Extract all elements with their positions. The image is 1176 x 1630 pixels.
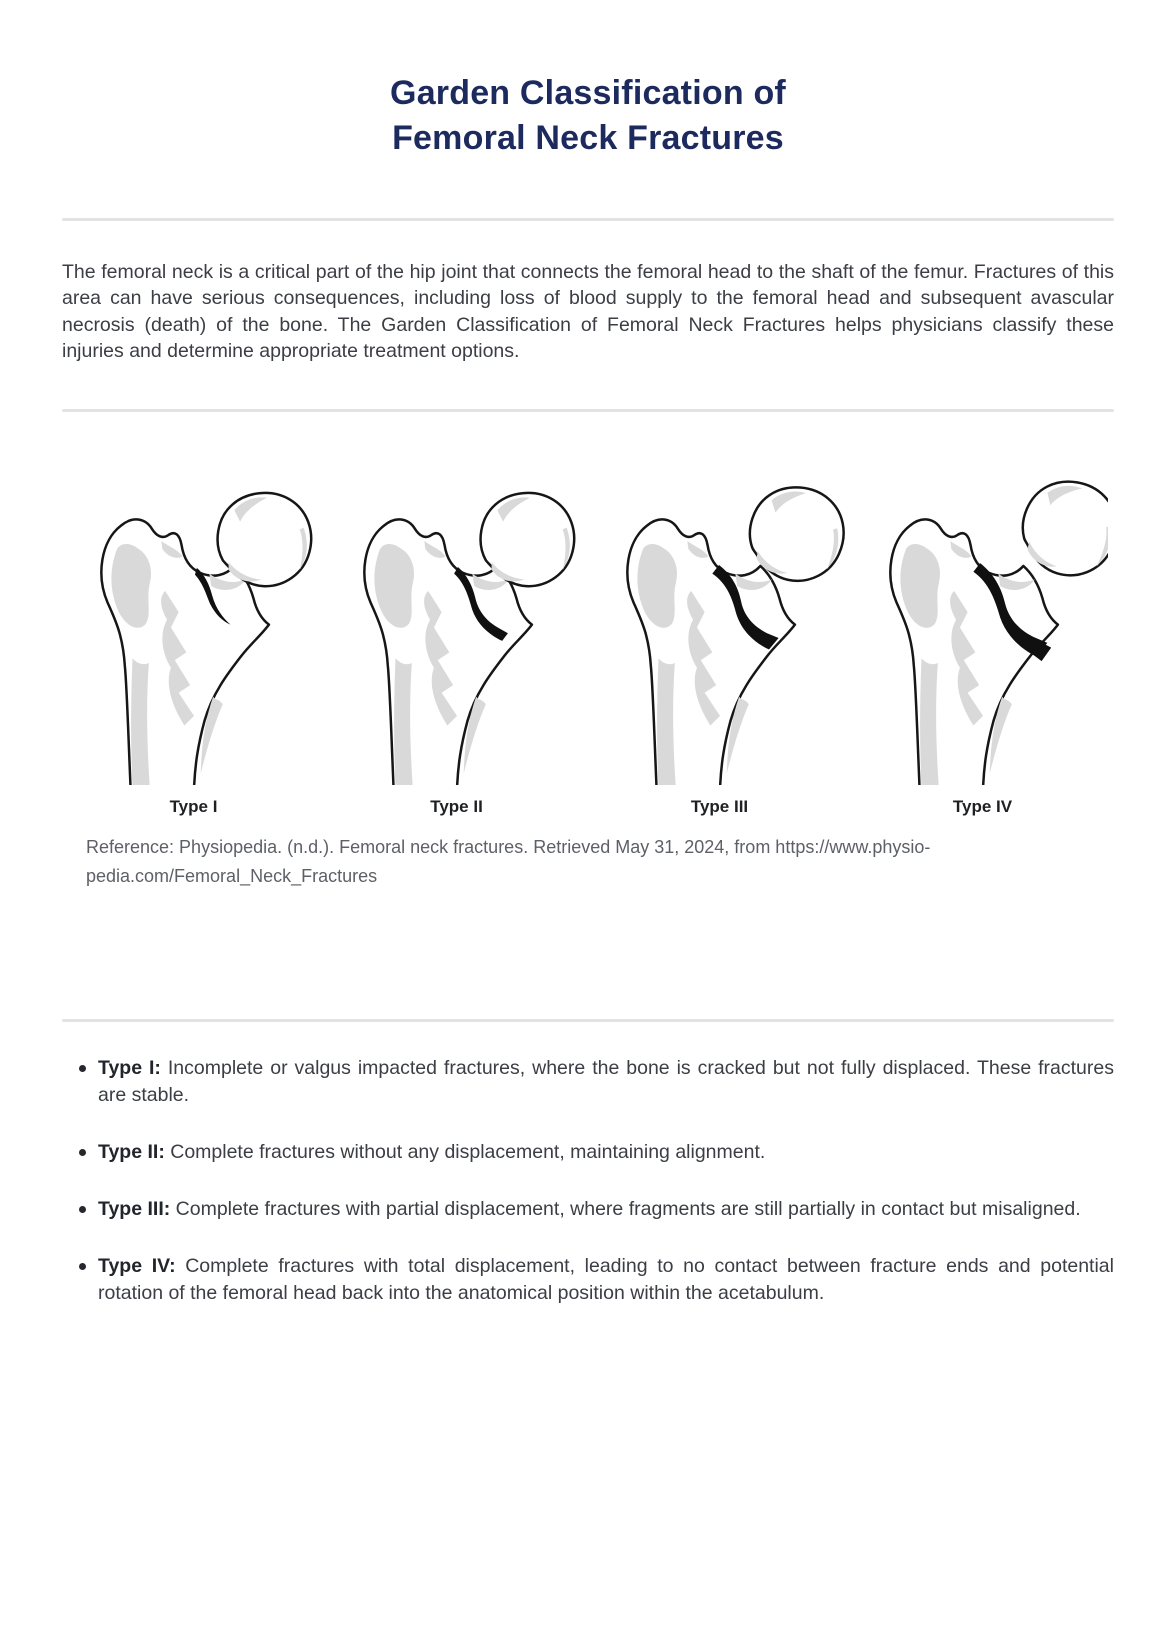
list-item-term: Type III: [98, 1197, 171, 1220]
reference-line-2: pedia.com/Femoral_Neck_Fractures [86, 865, 378, 886]
list-item-description: Complete fractures with partial displacement, where fragments are still partially in contact but misaligned. [175, 1197, 1081, 1220]
divider [62, 218, 1114, 221]
figure-label: Type I [169, 796, 218, 816]
list-item-description: Incomplete or valgus impacted fractures, where the bone is cracked but not fully displaced. These fractures are stable. [98, 1056, 1114, 1106]
femur-illustration-type-iii [595, 468, 845, 785]
list-item-term: Type IV: [98, 1254, 176, 1277]
list-item-term: Type II: [98, 1140, 165, 1163]
list-item-type-ii [62, 1139, 1114, 1166]
figure-type-iii [588, 468, 851, 817]
figure-label: Type III [690, 796, 749, 816]
figure-type-i [62, 468, 325, 817]
divider [62, 409, 1114, 412]
divider [62, 1019, 1114, 1022]
page-title [62, 71, 1114, 162]
list-item-description: Complete fractures without any displacement, maintaining alignment. [170, 1140, 766, 1163]
document-header [62, 0, 1114, 162]
list-item-type-iv [62, 1253, 1114, 1307]
page-title-line-1: Garden Classification of [390, 73, 786, 112]
figure-type-iv [851, 468, 1114, 817]
list-item-description: Complete fractures with total displacement, leading to no contact between fracture ends and potential rotation of the femoral head back into the anatomical position within the acetabulum. [98, 1254, 1114, 1304]
figure-type-ii [325, 468, 588, 817]
figure-row [62, 468, 1114, 817]
reference-line-1: Reference: Physiopedia. (n.d.). Femoral neck fractures. Retrieved May 31, 2024, from https://www.physio- [86, 836, 931, 857]
page-title-line-2: Femoral Neck Fractures [392, 119, 784, 158]
femur-illustration-type-i [69, 468, 319, 785]
bottom-whitespace [62, 1337, 1114, 1597]
femur-illustration-type-ii [332, 468, 582, 785]
list-item-term: Type I: [98, 1056, 161, 1079]
femur-illustration-type-iv [858, 468, 1108, 785]
intro-paragraph: The femoral neck is a critical part of the hip joint that connects the femoral head to the shaft of the femur. Fractures of this area can have serious consequences, including loss of blood supply to the femoral head and subsequent avascular necrosis (death) of the bone. The Garden Classification of Femoral Neck Fractures helps physicians classify these injuries and determine appropriate treatment options. [62, 260, 1114, 363]
list-item-type-i [62, 1055, 1114, 1109]
figure-label: Type II [430, 796, 483, 816]
classification-list [62, 1055, 1114, 1307]
list-item-type-iii [62, 1196, 1114, 1223]
figure-label: Type IV [952, 796, 1013, 816]
reference-citation [86, 833, 1114, 891]
